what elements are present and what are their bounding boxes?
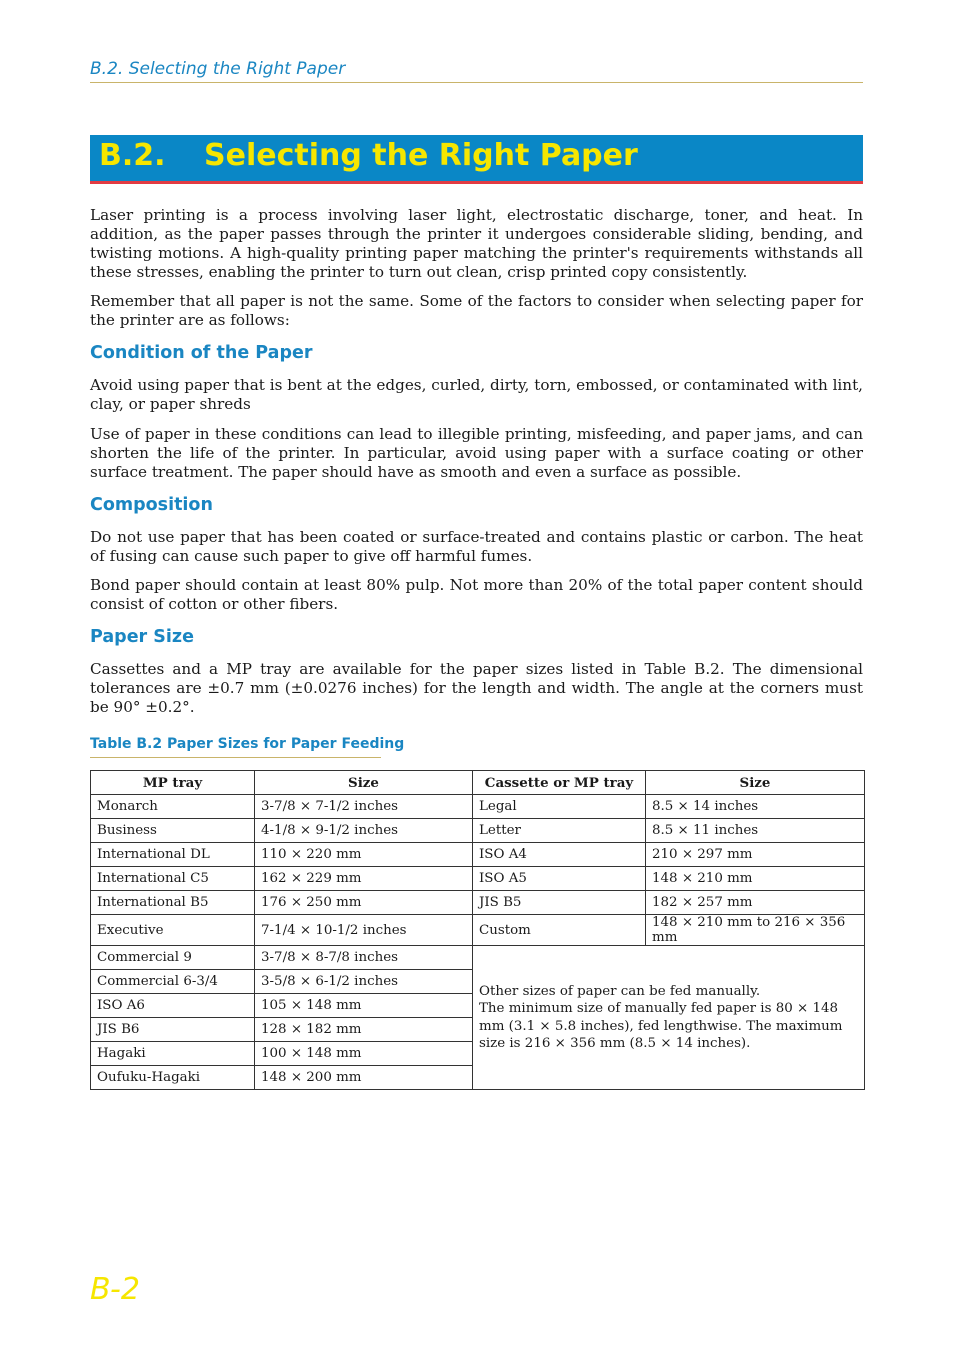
cassette-paper-size: 8.5 × 14 inches xyxy=(646,795,865,819)
page-number: B-2 xyxy=(90,1272,140,1307)
mp-paper-size: 148 × 200 mm xyxy=(255,1066,473,1090)
table-row xyxy=(91,915,865,946)
mp-paper-size: 105 × 148 mm xyxy=(255,994,473,1018)
mp-paper-name: ISO A6 xyxy=(91,994,255,1018)
table-row xyxy=(91,891,865,915)
mp-paper-size: 100 × 148 mm xyxy=(255,1042,473,1066)
mp-paper-size: 162 × 229 mm xyxy=(255,867,473,891)
cassette-paper-size: 8.5 × 11 inches xyxy=(646,819,865,843)
cassette-paper-name: ISO A5 xyxy=(473,867,646,891)
table-caption xyxy=(90,735,405,758)
cassette-paper-name: ISO A4 xyxy=(473,843,646,867)
cassette-paper-name: JIS B5 xyxy=(473,891,646,915)
condition-paragraph-2: Use of paper in these conditions can lead to illegible printing, misfeeding, and paper jams, and can shorten the life of the printer. In particular, avoid using paper with a surface coating or other surface treatment. The paper should have as smooth and even a surface as possible. xyxy=(90,425,863,481)
mp-paper-size: 4-1/8 × 9-1/2 inches xyxy=(255,819,473,843)
mp-paper-size: 110 × 220 mm xyxy=(255,843,473,867)
mp-paper-name: International DL xyxy=(91,843,255,867)
cassette-paper-name: Custom xyxy=(473,915,646,946)
paper-size-paragraph: Cassettes and a MP tray are available for the paper sizes listed in Table B.2. The dimensional tolerances are ±0.7 mm (±0.0276 inches) for the length and width. The angle at the corners must be 90° ±0.2°. xyxy=(90,660,863,716)
cassette-paper-size: 148 × 210 mm xyxy=(646,867,865,891)
mp-paper-size: 3-7/8 × 8-7/8 inches xyxy=(255,946,473,970)
mp-paper-name: Hagaki xyxy=(91,1042,255,1066)
mp-paper-name: Business xyxy=(91,819,255,843)
table-caption-text: Table B.2 Paper Sizes for Paper Feeding xyxy=(90,736,405,752)
condition-paragraph-1: Avoid using paper that is bent at the edges, curled, dirty, torn, embossed, or contaminated with lint, clay, or paper shreds xyxy=(90,376,863,413)
heading-condition: Condition of the Paper xyxy=(90,343,313,363)
running-header xyxy=(90,58,863,83)
cassette-paper-size: 210 × 297 mm xyxy=(646,843,865,867)
header-mp-tray: MP tray xyxy=(91,771,255,795)
mp-paper-name: Monarch xyxy=(91,795,255,819)
mp-paper-name: Commercial 6-3/4 xyxy=(91,970,255,994)
header-cassette-size: Size xyxy=(646,771,865,795)
composition-paragraph-2: Bond paper should contain at least 80% pulp. Not more than 20% of the total paper content should consist of cotton or other fibers. xyxy=(90,576,863,613)
mp-paper-name: International C5 xyxy=(91,867,255,891)
header-mp-size: Size xyxy=(255,771,473,795)
table-row xyxy=(91,819,865,843)
heading-composition: Composition xyxy=(90,495,213,515)
manual-feed-note-line-1: Other sizes of paper can be fed manually. xyxy=(479,983,761,999)
mp-paper-name: Oufuku-Hagaki xyxy=(91,1066,255,1090)
table-row xyxy=(91,867,865,891)
table-header-row xyxy=(91,771,865,795)
section-title: Selecting the Right Paper xyxy=(204,138,638,173)
table-row xyxy=(91,843,865,867)
manual-feed-note-line-2: The minimum size of manually fed paper is 80 × 148 mm (3.1 × 5.8 inches), fed lengthwise. The maximum size is 216 × 356 mm (8.5 × 14 inches). xyxy=(479,1001,843,1051)
cassette-paper-name: Legal xyxy=(473,795,646,819)
running-header-title: B.2. Selecting the Right Paper xyxy=(90,59,346,79)
manual-feed-note xyxy=(473,946,865,1090)
mp-paper-size: 7-1/4 × 10-1/2 inches xyxy=(255,915,473,946)
intro-paragraph-1: Laser printing is a process involving laser light, electrostatic discharge, toner, and heat. In addition, as the paper passes through the printer it undergoes considerable sliding, bending, and twisting motions. A high-quality printing paper matching the printer's requirements withstands all these stresses, enabling the printer to turn out clean, crisp printed copy consistently. xyxy=(90,206,863,281)
mp-paper-name: JIS B6 xyxy=(91,1018,255,1042)
mp-paper-size: 176 × 250 mm xyxy=(255,891,473,915)
header-cassette: Cassette or MP tray xyxy=(473,771,646,795)
mp-paper-size: 3-7/8 × 7-1/2 inches xyxy=(255,795,473,819)
table-row xyxy=(91,795,865,819)
cassette-paper-size: 148 × 210 mm to 216 × 356 mm xyxy=(646,915,865,946)
intro-paragraph-2: Remember that all paper is not the same. Some of the factors to consider when selecting paper for the printer are as follows: xyxy=(90,292,863,329)
mp-paper-size: 128 × 182 mm xyxy=(255,1018,473,1042)
composition-paragraph-1: Do not use paper that has been coated or surface-treated and contains plastic or carbon. The heat of fusing can cause such paper to give off harmful fumes. xyxy=(90,528,863,565)
heading-paper-size: Paper Size xyxy=(90,627,194,647)
mp-paper-name: Commercial 9 xyxy=(91,946,255,970)
section-title-banner xyxy=(90,135,863,184)
section-number: B.2. xyxy=(99,138,166,173)
mp-paper-size: 3-5/8 × 6-1/2 inches xyxy=(255,970,473,994)
cassette-paper-name: Letter xyxy=(473,819,646,843)
table-row xyxy=(91,946,865,970)
cassette-paper-size: 182 × 257 mm xyxy=(646,891,865,915)
mp-paper-name: International B5 xyxy=(91,891,255,915)
mp-paper-name: Executive xyxy=(91,915,255,946)
paper-sizes-table xyxy=(90,770,865,1090)
